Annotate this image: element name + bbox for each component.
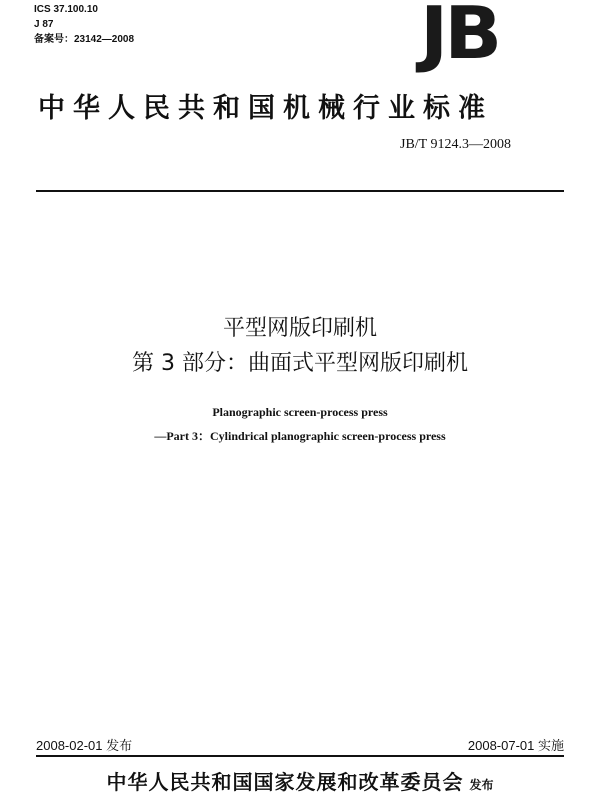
- ics-code: ICS 37.100.10: [34, 4, 98, 15]
- publish-label: 发布: [469, 778, 494, 792]
- top-divider: [36, 190, 564, 192]
- implementation-date: 2008-07-01 实施: [467, 738, 564, 753]
- classification-code: J 87: [34, 19, 54, 30]
- org-title: 中华人民共和国机械行业标准: [38, 93, 493, 124]
- filing-number: 备案号：23142—2008: [34, 34, 135, 45]
- title-en-line1: Planographic screen-process press: [212, 405, 388, 419]
- title-cn-line1: 平型网版印刷机: [222, 316, 377, 341]
- title-en-line2: —Part 3：Cylindrical planographic screen-process press: [154, 429, 446, 443]
- standard-number: JB/T 9124.3—2008: [400, 137, 511, 152]
- issuing-organization: 中华人民共和国国家发展和改革委员会: [106, 770, 464, 794]
- jb-logo: JB: [420, 0, 499, 76]
- title-cn-line2: 第 3 部分：曲面式平型网版印刷机: [132, 351, 468, 376]
- issue-date: 2008-02-01 发布: [36, 738, 133, 753]
- footer: [0, 766, 600, 795]
- header-meta: [34, 2, 134, 47]
- bottom-divider: [36, 755, 564, 757]
